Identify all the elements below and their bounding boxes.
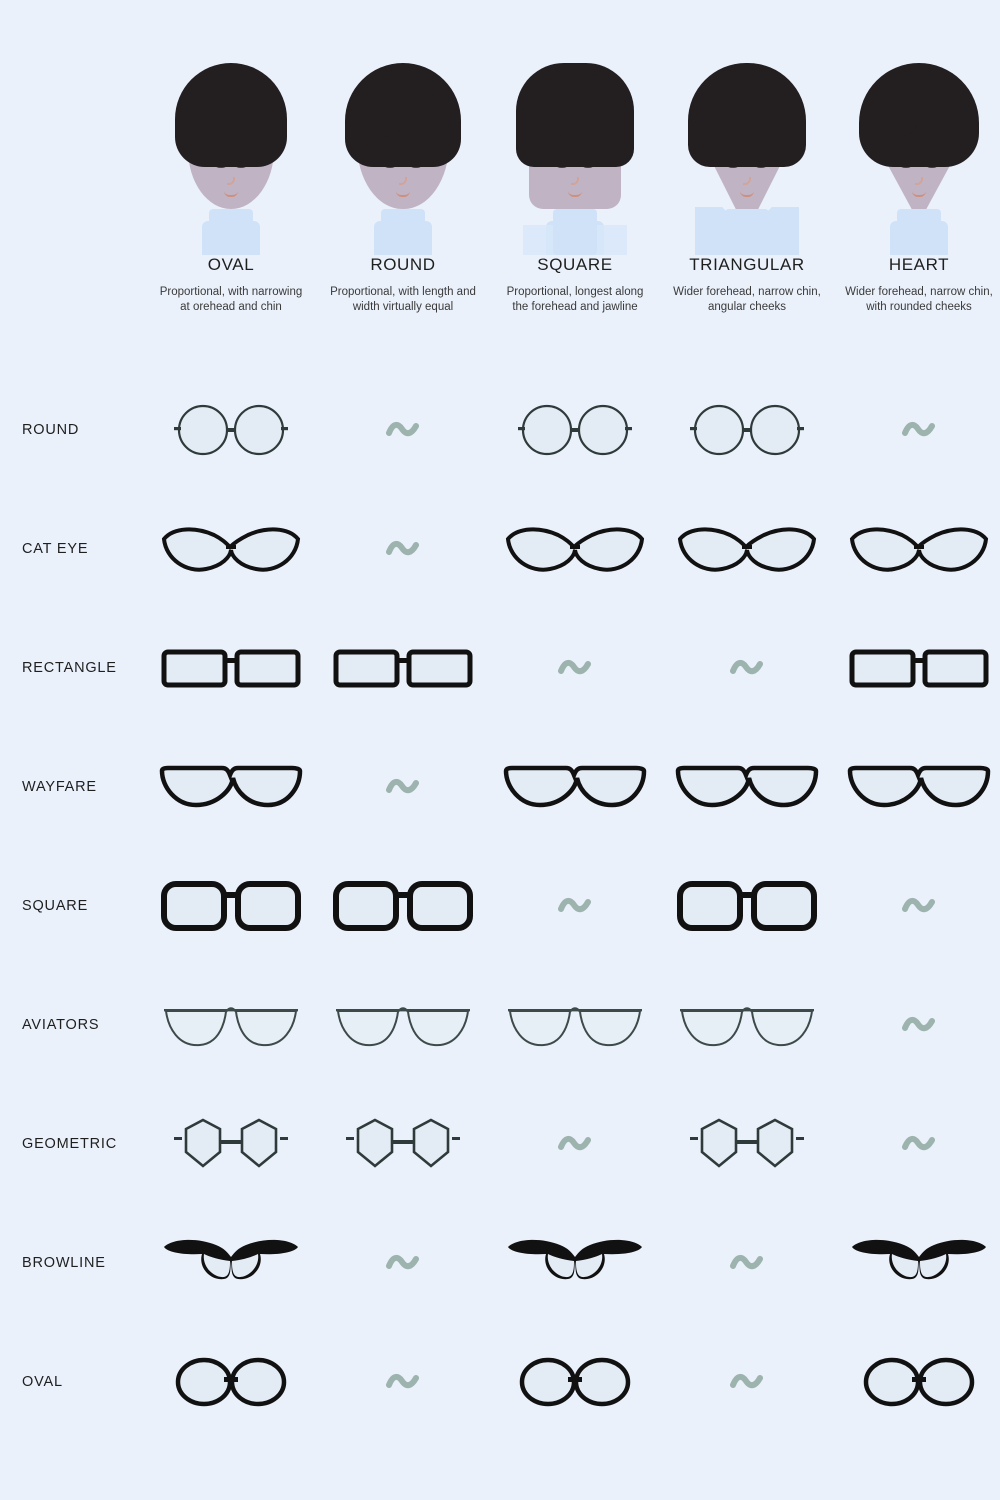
face-illustration-square (499, 55, 651, 255)
face-illustration-heart (843, 55, 995, 255)
glasses-aviator-icon (156, 985, 306, 1065)
glasses-round-icon (500, 390, 650, 470)
squiggle-icon (902, 1012, 936, 1038)
cell-oval-triangular-not-recommended (661, 1322, 833, 1441)
cell-browline-round-not-recommended (317, 1203, 489, 1322)
cell-oval-round-not-recommended (317, 1322, 489, 1441)
glasses-cateye-icon (672, 509, 822, 589)
cell-cateye-oval-recommended (145, 489, 317, 608)
face-illustration-round (327, 55, 479, 255)
cell-geometric-triangular-recommended (661, 1084, 833, 1203)
face-label-square (489, 255, 661, 370)
squiggle-icon (386, 536, 420, 562)
cell-cateye-triangular-recommended (661, 489, 833, 608)
cell-round-round-not-recommended (317, 370, 489, 489)
cell-cateye-square-recommended (489, 489, 661, 608)
glasses-square-icon (156, 866, 306, 946)
glasses-cateye-icon (500, 509, 650, 589)
squiggle-icon (386, 417, 420, 443)
face-illustration-triangular (671, 55, 823, 255)
squiggle-icon (902, 417, 936, 443)
face-title: HEART (888, 255, 950, 274)
corner-spacer-2 (0, 255, 145, 370)
cell-round-heart-not-recommended (833, 370, 1000, 489)
face-illustration-oval (155, 55, 307, 255)
cell-browline-oval-recommended (145, 1203, 317, 1322)
row-label-aviator: AVIATORS (22, 1016, 100, 1033)
cell-browline-heart-recommended (833, 1203, 1000, 1322)
nose (399, 177, 407, 185)
cell-browline-triangular-not-recommended (661, 1203, 833, 1322)
glasses-aviator-icon (672, 985, 822, 1065)
glasses-round-icon (672, 390, 822, 470)
mouth (568, 191, 582, 197)
cell-geometric-heart-not-recommended (833, 1084, 1000, 1203)
squiggle-icon (386, 774, 420, 800)
face-cell-triangular (661, 0, 833, 255)
nose (743, 177, 751, 185)
cell-aviator-square-recommended (489, 965, 661, 1084)
hair (175, 63, 287, 167)
row-label-oval: OVAL (22, 1373, 63, 1390)
glasses-oval-icon (156, 1342, 306, 1422)
face-cell-heart (833, 0, 1000, 255)
glasses-square-icon (328, 866, 478, 946)
cell-square-heart-not-recommended (833, 846, 1000, 965)
face-description: Proportional, with length and width virtually equal (330, 286, 476, 313)
glasses-aviator-icon (500, 985, 650, 1065)
glasses-geometric-icon (672, 1104, 822, 1184)
hair (859, 63, 979, 167)
cell-round-oval-recommended (145, 370, 317, 489)
face-description: Proportional, longest along the forehead and jawline (506, 286, 644, 313)
cell-aviator-round-recommended (317, 965, 489, 1084)
glasses-wayfare-icon (672, 747, 822, 827)
squiggle-icon (386, 1369, 420, 1395)
neck (553, 209, 597, 255)
nose (571, 177, 579, 185)
face-title: ROUND (370, 255, 436, 274)
nose (227, 177, 235, 185)
glasses-wayfare-icon (156, 747, 306, 827)
cell-round-square-recommended (489, 370, 661, 489)
glasses-rectangle-icon (844, 628, 994, 708)
face-description: Wider forehead, narrow chin, angular cheeks (673, 286, 821, 313)
cell-square-oval-recommended (145, 846, 317, 965)
face-label-round (317, 255, 489, 370)
squiggle-icon (386, 1250, 420, 1276)
face-label-triangular (661, 255, 833, 370)
cell-rectangle-triangular-not-recommended (661, 608, 833, 727)
glasses-rectangle-icon (328, 628, 478, 708)
face-description: Proportional, with narrowing at orehead and chin (159, 286, 303, 313)
cell-square-square-not-recommended (489, 846, 661, 965)
cell-aviator-triangular-recommended (661, 965, 833, 1084)
face-cell-round (317, 0, 489, 255)
cell-wayfare-oval-recommended (145, 727, 317, 846)
glasses-cateye-icon (844, 509, 994, 589)
glasses-wayfare-icon (844, 747, 994, 827)
neck (897, 209, 941, 255)
row-label-browline: BROWLINE (22, 1254, 106, 1271)
cell-cateye-heart-recommended (833, 489, 1000, 608)
face-label-oval (145, 255, 317, 370)
glasses-round-icon (156, 390, 306, 470)
cell-round-triangular-recommended (661, 370, 833, 489)
cell-oval-oval-recommended (145, 1322, 317, 1441)
squiggle-icon (730, 1369, 764, 1395)
cell-wayfare-heart-recommended (833, 727, 1000, 846)
squiggle-icon (902, 893, 936, 919)
glasses-browline-icon (156, 1223, 306, 1303)
cell-rectangle-square-not-recommended (489, 608, 661, 727)
cell-square-round-recommended (317, 846, 489, 965)
cell-rectangle-round-recommended (317, 608, 489, 727)
neck (381, 209, 425, 255)
row-label-cateye: CAT EYE (22, 540, 89, 557)
face-description: Wider forehead, narrow chin, with rounded cheeks (845, 286, 993, 313)
cell-aviator-heart-not-recommended (833, 965, 1000, 1084)
cell-wayfare-triangular-recommended (661, 727, 833, 846)
cell-rectangle-heart-recommended (833, 608, 1000, 727)
mouth (740, 191, 754, 197)
neck (725, 209, 769, 255)
face-title: TRIANGULAR (689, 255, 805, 274)
cell-geometric-square-not-recommended (489, 1084, 661, 1203)
cell-aviator-oval-recommended (145, 965, 317, 1084)
glasses-aviator-icon (328, 985, 478, 1065)
glasses-cateye-icon (156, 509, 306, 589)
squiggle-icon (730, 1250, 764, 1276)
face-title: OVAL (207, 255, 255, 274)
glasses-rectangle-icon (156, 628, 306, 708)
mouth (912, 191, 926, 197)
squiggle-icon (730, 655, 764, 681)
cell-geometric-oval-recommended (145, 1084, 317, 1203)
mouth (224, 191, 238, 197)
row-label-round: ROUND (22, 421, 80, 438)
cell-geometric-round-recommended (317, 1084, 489, 1203)
cell-oval-square-recommended (489, 1322, 661, 1441)
cell-wayfare-round-not-recommended (317, 727, 489, 846)
squiggle-icon (902, 1131, 936, 1157)
face-label-heart (833, 255, 1000, 370)
nose (915, 177, 923, 185)
squiggle-icon (558, 893, 592, 919)
cell-rectangle-oval-recommended (145, 608, 317, 727)
cell-square-triangular-recommended (661, 846, 833, 965)
neck (209, 209, 253, 255)
hair (688, 63, 806, 167)
glasses-wayfare-icon (500, 747, 650, 827)
glasses-geometric-icon (156, 1104, 306, 1184)
row-label-rectangle: RECTANGLE (22, 659, 117, 676)
cell-wayfare-square-recommended (489, 727, 661, 846)
glasses-oval-icon (844, 1342, 994, 1422)
squiggle-icon (558, 655, 592, 681)
face-title: SQUARE (537, 255, 613, 274)
cell-cateye-round-not-recommended (317, 489, 489, 608)
face-cell-oval (145, 0, 317, 255)
row-label-wayfare: WAYFARE (22, 778, 97, 795)
hair (345, 63, 461, 167)
glasses-browline-icon (844, 1223, 994, 1303)
squiggle-icon (558, 1131, 592, 1157)
corner-spacer (0, 0, 145, 255)
glasses-geometric-icon (328, 1104, 478, 1184)
cell-oval-heart-recommended (833, 1322, 1000, 1441)
row-label-square: SQUARE (22, 897, 89, 914)
glasses-square-icon (672, 866, 822, 946)
glasses-oval-icon (500, 1342, 650, 1422)
mouth (396, 191, 410, 197)
hair (516, 63, 634, 167)
face-cell-square (489, 0, 661, 255)
cell-browline-square-recommended (489, 1203, 661, 1322)
row-label-geometric: GEOMETRIC (22, 1135, 118, 1152)
glasses-browline-icon (500, 1223, 650, 1303)
